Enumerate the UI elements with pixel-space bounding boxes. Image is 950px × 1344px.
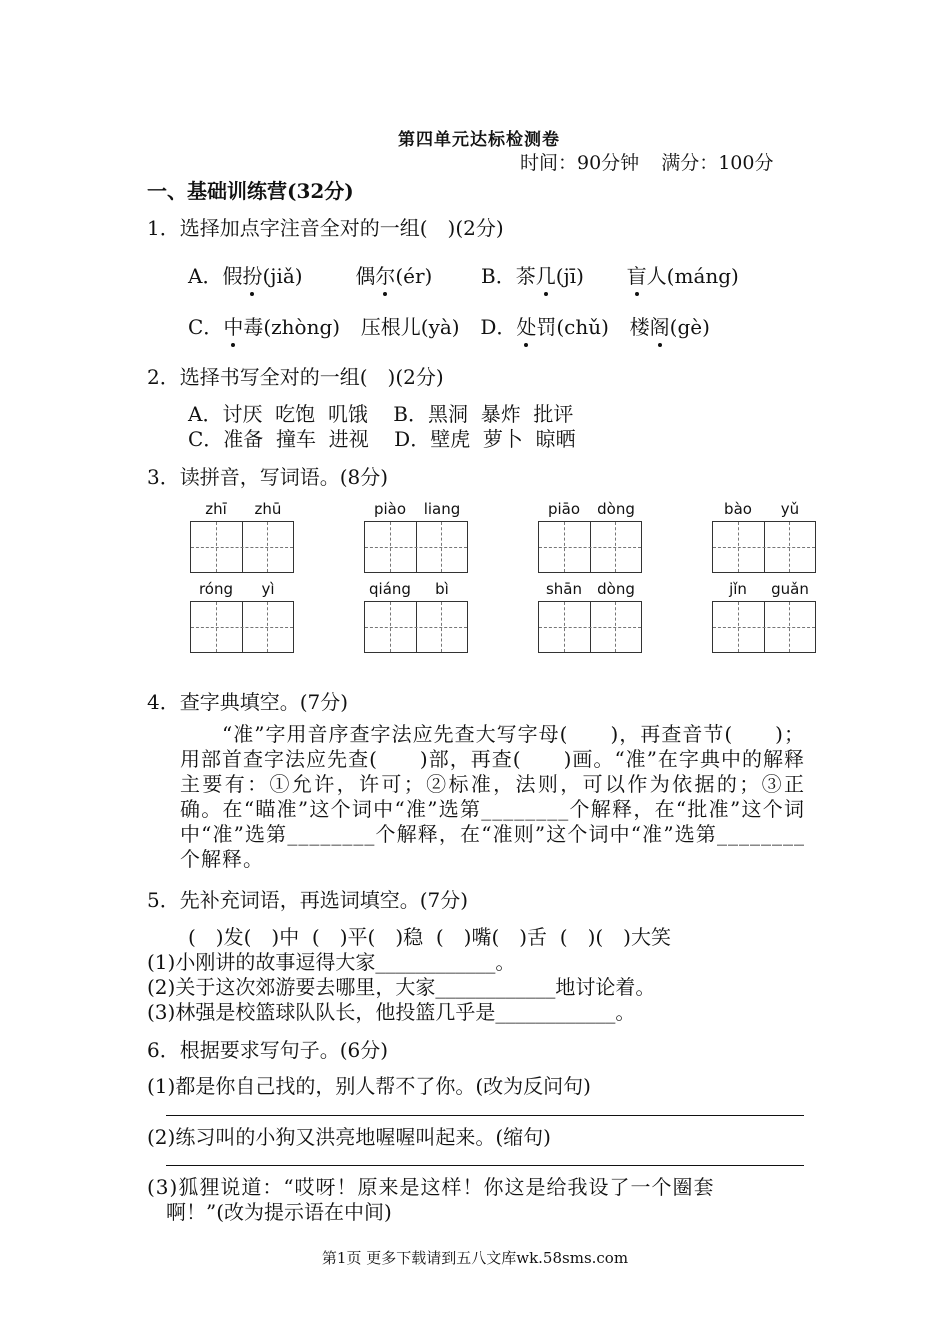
writing-box[interactable] (712, 601, 816, 653)
dotted-char: 扮 (242, 264, 263, 288)
answer-line-2[interactable] (166, 1165, 804, 1166)
pinyin-label (190, 580, 294, 598)
question-2-stem: 2．选择书写全对的一组( )(2分) (147, 365, 444, 389)
exam-time: 时间：90分钟 (520, 152, 640, 174)
question-6-sentence-2: (2)练习叫的小狗又洪亮地喔喔叫起来。(缩句) (147, 1125, 551, 1149)
pinyin-syllable: jǐn (729, 580, 747, 598)
dotted-char: 中 (223, 315, 244, 339)
pinyin: (chǔ) (556, 315, 609, 339)
pinyin-syllable: róng (198, 580, 234, 598)
writing-box[interactable] (190, 521, 294, 573)
pinyin-syllable: yǔ (780, 500, 800, 518)
exam-title: 第四单元达标检测卷 (398, 130, 560, 150)
dotted-char: 几 (535, 264, 556, 288)
question-2-row-1: A．讨厌 吃饱 叽饿 B．黑洞 暴炸 批评 (188, 402, 574, 426)
question-4-stem: 4．查字典填空。(7分) (147, 690, 349, 714)
char: 偶 (355, 264, 376, 288)
question-5-words: ( )发( )中 ( )平( )稳 ( )嘴( )舌 ( )( )大笑 (188, 925, 671, 949)
page-footer: 第1页 更多下载请到五八文库wk.58sms.com (321, 1249, 629, 1267)
char: 楼 (629, 315, 650, 339)
question-1-options-cd (188, 311, 710, 340)
pinyin-label (712, 580, 816, 598)
question-1-options-ab (188, 260, 739, 289)
pinyin-syllable: guǎn (771, 580, 809, 598)
pinyin: (ér) (395, 264, 433, 288)
char: 假 (222, 264, 243, 288)
option-label: C． (188, 315, 224, 339)
pinyin-syllable: shān (545, 580, 583, 598)
question-5-sentence-1: (1)小刚讲的故事逗得大家____________。 (147, 950, 516, 974)
writing-box[interactable] (364, 601, 468, 653)
option-label: B． (481, 264, 516, 288)
pinyin: (gè) (669, 315, 710, 339)
pinyin-label (712, 500, 816, 518)
dotted-char: 尔 (375, 264, 396, 288)
question-3-stem: 3．读拼音，写词语。(8分) (147, 465, 389, 489)
pinyin-label (538, 500, 642, 518)
question-6-sentence-3-line-1: (3)狐狸说道：“哎呀！原来是这样！你这是给我设了一个圈套 (147, 1175, 715, 1199)
question-6-sentence-1: (1)都是你自己找的，别人帮不了你。(改为反问句) (147, 1074, 591, 1098)
char: 压根儿 (360, 315, 421, 339)
writing-box[interactable] (538, 601, 642, 653)
dotted-char: 阁 (649, 315, 670, 339)
pinyin: (zhòng) (263, 315, 341, 339)
pinyin-label (190, 500, 294, 518)
pinyin: (jī) (555, 264, 584, 288)
pinyin-syllable: piāo (547, 500, 581, 518)
char: 茶 (515, 264, 536, 288)
question-5-sentence-3: (3)林强是校篮球队队长，他投篮几乎是____________。 (147, 1000, 636, 1024)
char: 毒 (243, 315, 264, 339)
dotted-char: 处 (516, 315, 537, 339)
question-2-row-2: C．准备 撞车 进视 D．壁虎 萝卜 晾晒 (188, 427, 576, 451)
section-heading: 一、基础训练营(32分) (147, 179, 354, 203)
pinyin-label (364, 500, 468, 518)
pinyin-syllable: yì (261, 580, 275, 598)
pinyin-syllable: liang (423, 500, 461, 518)
question-5-sentence-2: (2)关于这次郊游要去哪里，大家____________地讨论着。 (147, 975, 656, 999)
pinyin-syllable: zhī (205, 500, 227, 518)
question-4-paragraph: “准”字用音序查字法应先查大写字母( )，再查音节( )；用部首查字法应先查( )部，再查( )画。“准”在字典中的解释主要有：①允许，许可；②标准，法则，可以作为依据的；③正确。在“瞄准”这个词中“准”选第________个解释，在“批准”这个词中“准”选第________个解释，在“准则”这个词中“准”选第________个解释。 (180, 722, 805, 871)
pinyin-syllable: bào (724, 500, 752, 518)
writing-box[interactable] (538, 521, 642, 573)
pinyin-syllable: qiáng (369, 580, 411, 598)
pinyin-syllable: dòng (597, 580, 635, 598)
option-label: A． (188, 264, 223, 288)
char: 人 (646, 264, 667, 288)
pinyin-syllable: piào (373, 500, 407, 518)
pinyin-syllable: bì (435, 580, 449, 598)
question-6-stem: 6．根据要求写句子。(6分) (147, 1038, 389, 1062)
option-label: D． (480, 315, 517, 339)
exam-meta (520, 148, 773, 175)
pinyin-label (538, 580, 642, 598)
writing-box[interactable] (190, 601, 294, 653)
pinyin-label (364, 580, 468, 598)
exam-score: 满分：100分 (661, 152, 774, 174)
pinyin-syllable: zhū (254, 500, 282, 518)
answer-line-1[interactable] (166, 1115, 804, 1116)
question-5-stem: 5．先补充词语，再选词填空。(7分) (147, 888, 469, 912)
question-6-sentence-3-line-2: 啊！”(改为提示语在中间) (166, 1200, 392, 1224)
question-1-stem: 1．选择加点字注音全对的一组( )(2分) (147, 216, 504, 240)
pinyin: (yà) (420, 315, 460, 339)
writing-box[interactable] (364, 521, 468, 573)
writing-box[interactable] (712, 521, 816, 573)
pinyin: (jiǎ) (262, 264, 303, 288)
dotted-char: 盲 (626, 264, 647, 288)
pinyin: (máng) (666, 264, 739, 288)
pinyin-syllable: dòng (597, 500, 635, 518)
char: 罚 (536, 315, 557, 339)
